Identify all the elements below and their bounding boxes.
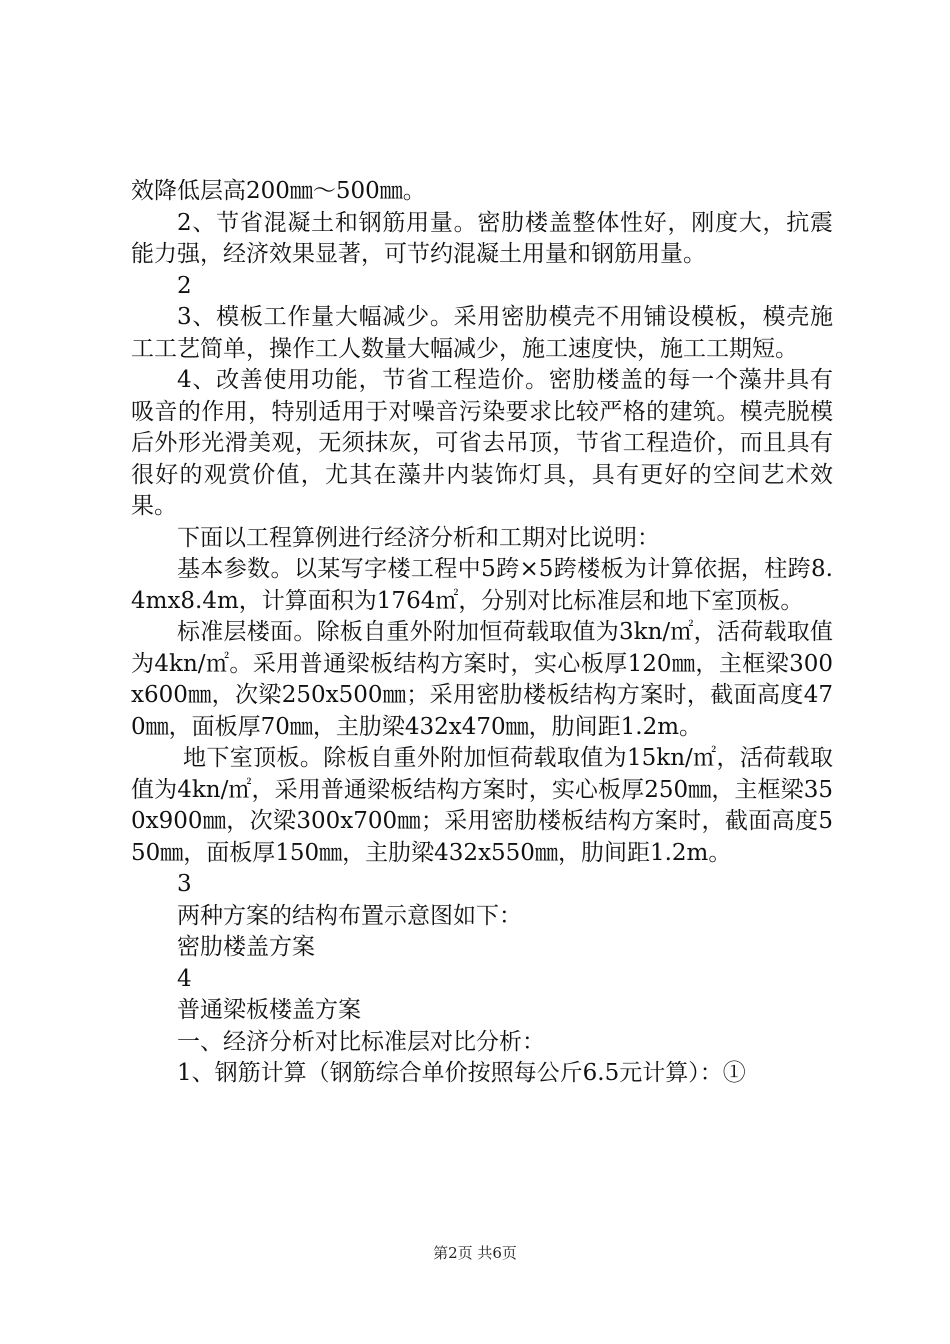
section-heading: 一、经济分析对比标准层对比分析： <box>177 1028 545 1055</box>
figure-caption: 密肋楼盖方案 <box>177 934 315 960</box>
figure-caption: 普通梁板楼盖方案 <box>177 997 361 1023</box>
paragraph: 效降低层高200㎜～500㎜。 <box>131 178 426 204</box>
paragraph: 基本参数。以某写字楼工程中5跨×5跨楼板为计算依据，柱跨8.4mx8.4m，计算面积为1764㎡，分别对比标准层和地下室顶板。 <box>131 556 833 614</box>
paragraph: 3、模板工作量大幅减少。采用密肋模壳不用铺设模板，模壳施工工艺简单，操作工人数量大幅减少，施工速度快，施工工期短。 <box>131 304 833 362</box>
page-number-marker: 4 <box>177 965 192 992</box>
page-number-marker: 3 <box>177 871 192 897</box>
document-body <box>131 176 833 1090</box>
paragraph: 标准层楼面。除板自重外附加恒荷载取值为3kn/㎡，活荷载取值为4kn/㎡。采用普通梁板结构方案时，实心板厚120㎜，主框梁300x600㎜，次梁250x500㎜；采用密肋楼板结构方案时，截面高度470㎜，面板厚70㎜，主肋梁432x470㎜，肋间距1.2m。 <box>131 619 833 740</box>
page-footer: 第2页 共6页 <box>433 1244 517 1262</box>
paragraph: 两种方案的结构布置示意图如下： <box>177 902 522 929</box>
paragraph: 1、钢筋计算（钢筋综合单价按照每公斤6.5元计算）：① <box>177 1060 746 1086</box>
paragraph: 地下室顶板。除板自重外附加恒荷载取值为15kn/㎡，活荷载取值为4kn/㎡，采用普通梁板结构方案时，实心板厚250㎜，主框梁350x900㎜，次梁300x700㎜；采用密肋楼板结构方案时，截面高度550㎜，面板厚150㎜，主肋梁432x550㎜，肋间距1.2m。 <box>131 745 833 866</box>
page-number-marker: 2 <box>177 272 192 299</box>
paragraph: 下面以工程算例进行经济分析和工期对比说明： <box>177 524 660 551</box>
paragraph: 4、改善使用功能，节省工程造价。密肋楼盖的每一个藻井具有吸音的作用，特别适用于对噪音污染要求比较严格的建筑。模壳脱模后外形光滑美观，无须抹灰，可省去吊顶，节省工程造价，而且具有很好的观赏价值，尤其在藻井内装饰灯具，具有更好的空间艺术效果。 <box>131 367 833 519</box>
paragraph: 2、节省混凝土和钢筋用量。密肋楼盖整体性好，刚度大，抗震能力强，经济效果显著，可节约混凝土用量和钢筋用量。 <box>131 209 833 267</box>
